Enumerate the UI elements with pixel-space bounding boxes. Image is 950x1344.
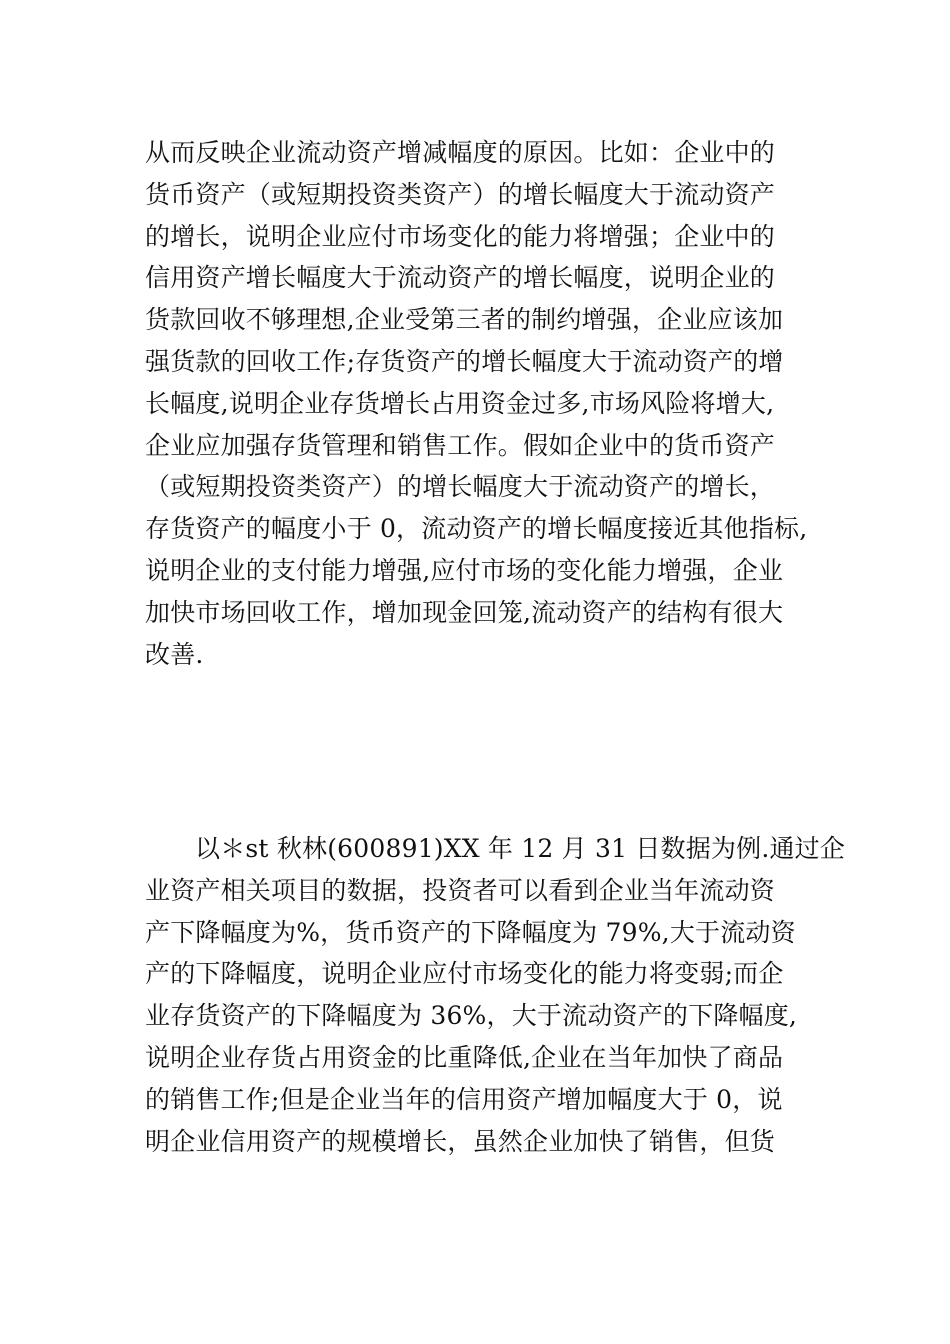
text-line: 加快市场回收工作，增加现金回笼,流动资产的结构有很大 xyxy=(145,597,784,627)
text-line: 说明企业的支付能力增强,应付市场的变化能力增强，企业 xyxy=(145,555,784,585)
text-line: （或短期投资类资产）的增长幅度大于流动资产的增长， xyxy=(145,472,776,502)
text-line: 明企业信用资产的规模增长，虽然企业加快了销售，但货 xyxy=(145,1126,776,1156)
paragraph-current-assets-analysis xyxy=(145,132,825,675)
text-line: 业存货资产的下降幅度为 36%，大于流动资产的下降幅度, xyxy=(145,1001,798,1031)
text-line: 的销售工作;但是企业当年的信用资产增加幅度大于 0，说 xyxy=(145,1084,783,1114)
text-line: 信用资产增长幅度大于流动资产的增长幅度，说明企业的 xyxy=(145,263,776,293)
text-line: 从而反映企业流动资产增减幅度的原因。比如：企业中的 xyxy=(145,138,776,167)
text-line: 业资产相关项目的数据，投资者可以看到企业当年流动资 xyxy=(145,875,776,905)
text-line: 产下降幅度为%，货币资产的下降幅度为 79%,大于流动资 xyxy=(145,917,796,947)
text-line: 长幅度,说明企业存货增长占用资金过多,市场风险将增大, xyxy=(145,388,775,418)
text-line: 货币资产（或短期投资类资产）的增长幅度大于流动资产 xyxy=(145,179,776,209)
text-line-indented: 以＊st 秋林(600891)XX 年 12 月 31 日数据为例.通过企 xyxy=(195,834,846,863)
paragraph-example-qiulin xyxy=(145,828,846,1162)
text-line: 产的下降幅度，说明企业应付市场变化的能力将变弱;而企 xyxy=(145,959,784,989)
text-line: 强货款的回收工作;存货资产的增长幅度大于流动资产的增 xyxy=(145,346,784,376)
text-line: 存货资产的幅度小于 0，流动资产的增长幅度接近其他指标, xyxy=(145,514,808,544)
text-line: 说明企业存货占用资金的比重降低,企业在当年加快了商品 xyxy=(145,1042,784,1072)
text-line: 货款回收不够理想,企业受第三者的制约增强，企业应该加 xyxy=(145,305,784,335)
text-line: 改善. xyxy=(145,639,204,669)
text-line: 的增长，说明企业应付市场变化的能力将增强；企业中的 xyxy=(145,221,776,251)
text-line: 企业应加强存货管理和销售工作。假如企业中的货币资产 xyxy=(145,430,776,460)
